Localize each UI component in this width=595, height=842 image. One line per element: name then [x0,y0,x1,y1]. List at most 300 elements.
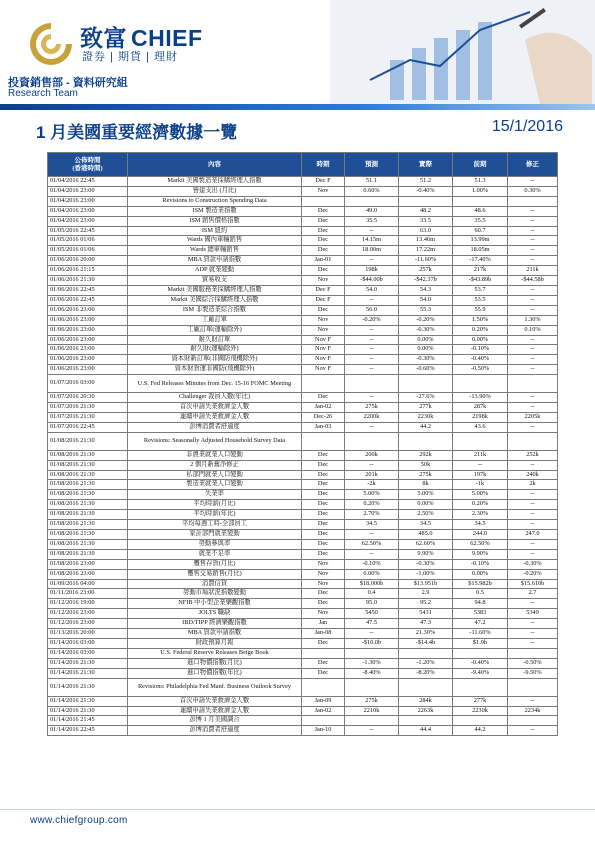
cell-period: Dec F [302,295,345,305]
cell-period: Jan-10 [302,726,345,736]
table-row [48,450,558,460]
cell-revised: -- [508,460,558,470]
cell-previous: 94.8 [453,599,508,609]
cell-content: 貿易收支 [128,276,302,286]
cell-time: 01/12/2016 23:00 [48,609,128,619]
cell-content: 首次申請失業救濟金人數 [128,696,302,706]
footer-url[interactable]: www.chiefgroup.com [30,815,128,826]
table-row [48,365,558,375]
cell-period: Dec [302,530,345,540]
cell-forecast: 2200k [345,412,399,422]
cell-revised: -- [508,305,558,315]
cell-forecast: 198k [345,266,399,276]
cell-actual: 62.60% [399,539,453,549]
cell-revised: -- [508,539,558,549]
table-row [48,403,558,413]
cell-time: 01/05/2016 22:45 [48,226,128,236]
cell-period: Dec [302,236,345,246]
cell-time: 01/12/2016 19:00 [48,599,128,609]
cell-revised: -- [508,619,558,629]
cell-forecast: -$44.00b [345,276,399,286]
cell-time: 01/06/2016 21:30 [48,276,128,286]
cell-time: 01/14/2016 21:30 [48,706,128,716]
cell-content: 工廠訂單(運輸除外) [128,325,302,335]
department-label: 投資銷售部 - 資料研究組 [8,77,128,89]
cell-content: 2 個月新舊淨修正 [128,460,302,470]
cell-previous: 51.3 [453,177,508,187]
cell-forecast: -- [345,355,399,365]
table-row [48,569,558,579]
table-body [48,177,558,736]
cell-actual: 2.50% [399,510,453,520]
cell-actual: -11.60% [399,256,453,266]
cell-period: Dec [302,500,345,510]
cell-time: 01/14/2016 21:30 [48,678,128,696]
cell-previous: 53.7 [453,285,508,295]
cell-forecast [345,716,399,726]
cell-time: 01/14/2016 21:30 [48,668,128,678]
table-row [48,345,558,355]
cell-previous: 60.7 [453,226,508,236]
cell-time: 01/06/2016 22:45 [48,285,128,295]
col-header-previous: 前期 [453,153,508,177]
cell-forecast [345,648,399,658]
cell-revised [508,678,558,696]
cell-previous: 0.00% [453,569,508,579]
cell-period: Nov F [302,345,345,355]
cell-actual: 292k [399,450,453,460]
cell-forecast: 47.5 [345,619,399,629]
cell-forecast: 2.70% [345,510,399,520]
cell-previous: 9.90% [453,549,508,559]
cell-previous: 47.2 [453,619,508,629]
cell-actual [399,678,453,696]
cell-revised [508,432,558,450]
cell-time: 01/07/2016 03:00 [48,375,128,393]
cell-time: 01/08/2016 21:30 [48,520,128,530]
cell-forecast: -- [345,460,399,470]
cell-previous: -17.40% [453,256,508,266]
cell-content: Revisions: Seasonally Adjusted Household Survey Data [128,432,302,450]
cell-time: 01/07/2016 21:30 [48,403,128,413]
cell-revised: -- [508,226,558,236]
cell-previous: 35.5 [453,216,508,226]
report-date: 15/1/2016 [491,118,563,135]
cell-period: Dec [302,480,345,490]
page-title: 1 月美國重要經濟數據一覽 [36,123,238,142]
cell-actual: -0.20% [399,315,453,325]
table-row [48,589,558,599]
cell-actual: 275k [399,470,453,480]
cell-period: Dec [302,539,345,549]
cell-previous [453,678,508,696]
cell-revised: -9.50% [508,668,558,678]
cell-content: 首次申請失業救濟金人數 [128,403,302,413]
cell-previous: $15.982b [453,579,508,589]
cell-period: Jan-09 [302,696,345,706]
cell-revised: -- [508,206,558,216]
cell-time: 01/06/2016 23:00 [48,345,128,355]
cell-time: 01/14/2016 21:30 [48,658,128,668]
cell-time: 01/06/2016 23:00 [48,315,128,325]
table-row [48,285,558,295]
cell-actual: 33.5 [399,216,453,226]
table-row [48,315,558,325]
cell-time: 01/04/2016 23:00 [48,196,128,206]
cell-revised: 2.7 [508,589,558,599]
cell-revised: -- [508,500,558,510]
cell-content: Revisions to Construction Spending Data [128,196,302,206]
table-row [48,668,558,678]
cell-forecast: -- [345,325,399,335]
brand-en: CHIEF [131,25,203,51]
cell-actual: 284k [399,696,453,706]
cell-period: Dec [302,216,345,226]
cell-previous: -0.10% [453,559,508,569]
table-row [48,619,558,629]
cell-previous: 0.20% [453,500,508,510]
cell-previous: -- [453,460,508,470]
table-row [48,726,558,736]
col-header-actual: 實際 [399,153,453,177]
cell-content: 就業不足率 [128,549,302,559]
cell-revised: -- [508,422,558,432]
cell-content: 進口物價指數(月比) [128,658,302,668]
cell-revised [508,716,558,726]
cell-period: Jan-03 [302,422,345,432]
cell-revised: 240k [508,470,558,480]
cell-revised: -$44.58b [508,276,558,286]
cell-previous: 43.6 [453,422,508,432]
cell-period [302,432,345,450]
cell-forecast: -- [345,726,399,736]
cell-time: 01/08/2016 21:30 [48,480,128,490]
cell-content: JOLTS 職缺 [128,609,302,619]
cell-period: Dec F [302,285,345,295]
cell-time: 01/08/2016 21:30 [48,470,128,480]
cell-forecast [345,375,399,393]
cell-actual: 54.0 [399,295,453,305]
table-row [48,325,558,335]
cell-previous [453,196,508,206]
cell-actual [399,648,453,658]
cell-time: 01/07/2016 20:30 [48,393,128,403]
cell-revised: $15.610b [508,579,558,589]
cell-forecast: -- [345,256,399,266]
cell-previous: -0.50% [453,365,508,375]
cell-content: 彭博消費者舒適度 [128,726,302,736]
cell-revised: -- [508,696,558,706]
table-row [48,706,558,716]
cell-revised: -- [508,490,558,500]
table-row [48,266,558,276]
cell-period [302,678,345,696]
cell-revised: 1.30% [508,315,558,325]
cell-content: Markit 美國製造業採購經理人指數 [128,177,302,187]
cell-actual: 47.3 [399,619,453,629]
cell-period: Nov [302,609,345,619]
cell-time: 01/11/2016 23:00 [48,589,128,599]
cell-period: Nov [302,315,345,325]
table-row [48,256,558,266]
cell-previous: 34.5 [453,520,508,530]
cell-forecast: -0.10% [345,559,399,569]
cell-content: U.S. Federal Reserve Releases Beige Book [128,648,302,658]
brand-subtitle: 證券 | 期貨 | 理財 [82,51,178,63]
cell-revised: -- [508,393,558,403]
cell-actual: $13.951b [399,579,453,589]
cell-previous [453,648,508,658]
cell-actual: -$14.4b [399,638,453,648]
cell-revised: -- [508,295,558,305]
cell-period: Dec [302,599,345,609]
cell-previous: 217k [453,266,508,276]
cell-time: 01/06/2016 22:45 [48,295,128,305]
cell-forecast: 54.0 [345,285,399,295]
cell-actual: 21.30% [399,629,453,639]
cell-forecast: 49.0 [345,206,399,216]
col-header-time: 公佈時間 (香港時間) [48,153,128,177]
cell-time: 01/06/2016 23:00 [48,365,128,375]
cell-previous: 48.6 [453,206,508,216]
cell-previous: 1.00% [453,186,508,196]
table-row [48,393,558,403]
cell-revised: -- [508,216,558,226]
table-row [48,500,558,510]
col-header-period: 時期 [302,153,345,177]
cell-content: IBD/TIPP 經濟樂觀指數 [128,619,302,629]
cell-forecast: -- [345,365,399,375]
cell-revised: -- [508,256,558,266]
cell-time: 01/14/2016 21:30 [48,696,128,706]
cell-content: NFIB 中小型企業樂觀指數 [128,599,302,609]
cell-forecast: -- [345,335,399,345]
table-row [48,530,558,540]
cell-content: 財政預算月報 [128,638,302,648]
cell-actual: 5.00% [399,490,453,500]
cell-previous: 0.20% [453,325,508,335]
cell-actual: 257k [399,266,453,276]
cell-actual: 44.2 [399,422,453,432]
cell-time: 01/06/2016 23:00 [48,335,128,345]
cell-content: 連續申請失業救濟金人數 [128,412,302,422]
table-row [48,276,558,286]
cell-forecast: -- [345,530,399,540]
table-row [48,206,558,216]
cell-period: Dec [302,668,345,678]
hero-chart-image [330,0,595,104]
cell-previous: 5383 [453,609,508,619]
cell-revised: 211k [508,266,558,276]
cell-actual: 54.3 [399,285,453,295]
cell-previous: $1.9b [453,638,508,648]
cell-previous: -0.40% [453,658,508,668]
cell-content: 消費信貸 [128,579,302,589]
cell-period: Nov F [302,335,345,345]
cell-time: 01/14/2016 22:45 [48,726,128,736]
footer-divider [0,809,595,810]
cell-actual: -0.30% [399,355,453,365]
cell-forecast: -- [345,345,399,355]
cell-content: 資本財新訂單(非國防飛機除外) [128,355,302,365]
table-row [48,648,558,658]
cell-content: Wards 總車輛銷售 [128,246,302,256]
cell-time: 01/08/2016 23:00 [48,559,128,569]
cell-actual: 5431 [399,609,453,619]
cell-previous: 0.5 [453,589,508,599]
table-row [48,470,558,480]
cell-forecast: 275k [345,403,399,413]
cell-previous: -0.10% [453,345,508,355]
cell-content: ISM 銷售價格指數 [128,216,302,226]
table-row [48,422,558,432]
cell-actual: 8k [399,480,453,490]
cell-forecast: 95.0 [345,599,399,609]
table-row [48,629,558,639]
cell-period: Dec [302,490,345,500]
cell-content: MBA 貸款申請指數 [128,629,302,639]
cell-previous: 197k [453,470,508,480]
cell-revised: -- [508,726,558,736]
table-row [48,355,558,365]
cell-actual: 13.46m [399,236,453,246]
cell-previous [453,375,508,393]
cell-period: Dec [302,638,345,648]
cell-actual: -1.20% [399,658,453,668]
cell-content: Markit 美國綜合採購經理人指數 [128,295,302,305]
cell-revised: -0.30% [508,559,558,569]
cell-actual: 277k [399,403,453,413]
cell-forecast: 201k [345,470,399,480]
table-row [48,609,558,619]
cell-actual: 2263k [399,706,453,716]
cell-content: 進口物價指數(年比) [128,668,302,678]
cell-forecast: -- [345,629,399,639]
cell-content: 非農業就業人口變動 [128,450,302,460]
table-row [48,375,558,393]
cell-actual: 44.4 [399,726,453,736]
cell-content: ISM 紐約 [128,226,302,236]
cell-previous: -13.90% [453,393,508,403]
cell-actual: 95.2 [399,599,453,609]
cell-revised: 5349 [508,609,558,619]
cell-period: Nov [302,559,345,569]
cell-revised: 0.10% [508,325,558,335]
cell-forecast: -- [345,295,399,305]
cell-content: 工廠訂單 [128,315,302,325]
cell-period: Nov [302,186,345,196]
table-header-row [48,153,558,177]
cell-time: 01/08/2016 21:30 [48,500,128,510]
table-row [48,246,558,256]
cell-actual: -0.40% [399,186,453,196]
cell-actual: -27.6% [399,393,453,403]
cell-revised: -- [508,403,558,413]
cell-period: Dec [302,246,345,256]
col-header-revised: 修正 [508,153,558,177]
cell-previous: 13.99m [453,236,508,246]
cell-actual: 2230k [399,412,453,422]
cell-previous: 211k [453,450,508,460]
cell-revised [508,375,558,393]
cell-actual: 0.00% [399,500,453,510]
table-row [48,658,558,668]
cell-previous: 62.50% [453,539,508,549]
cell-time: 01/08/2016 23:00 [48,569,128,579]
cell-period [302,375,345,393]
table-row [48,177,558,187]
cell-period: Dec [302,266,345,276]
cell-period: Jan-02 [302,706,345,716]
cell-content: 連續申請失業救濟金人數 [128,706,302,716]
cell-content: ADP 就業變動 [128,266,302,276]
col-header-forecast: 預測 [345,153,399,177]
cell-forecast: -- [345,549,399,559]
cell-period: Dec [302,305,345,315]
cell-previous: -11.60% [453,629,508,639]
cell-previous: 0.00% [453,335,508,345]
cell-time: 01/05/2016 01/06 [48,246,128,256]
cell-revised: -- [508,629,558,639]
cell-period: Dec [302,226,345,236]
cell-previous: 277k [453,696,508,706]
cell-previous: 53.5 [453,295,508,305]
cell-time: 01/14/2016 03:00 [48,638,128,648]
cell-period: Nov [302,569,345,579]
cell-revised: -- [508,510,558,520]
cell-time: 01/07/2016 21:30 [48,412,128,422]
table-row [48,678,558,696]
cell-forecast: 5450 [345,609,399,619]
table-row [48,460,558,470]
cell-previous: -9.40% [453,668,508,678]
cell-time: 01/04/2016 22:45 [48,177,128,187]
cell-actual: -8.20% [399,668,453,678]
cell-forecast: 34.5 [345,520,399,530]
cell-forecast: $18.000b [345,579,399,589]
cell-time: 01/08/2016 21:30 [48,549,128,559]
cell-content: 營建支出 (月比) [128,186,302,196]
cell-period: Dec [302,206,345,216]
company-logo [28,21,74,67]
cell-previous: 2198k [453,412,508,422]
cell-period [302,196,345,206]
table-row [48,226,558,236]
cell-time: 01/04/2016 23:00 [48,186,128,196]
cell-forecast [345,196,399,206]
table-row [48,696,558,706]
cell-previous: 244.0 [453,530,508,540]
cell-period: Nov [302,276,345,286]
cell-revised: -0.50% [508,658,558,668]
cell-revised: 2205k [508,412,558,422]
cell-forecast: 14.15m [345,236,399,246]
table-row [48,559,558,569]
cell-actual: 50k [399,460,453,470]
cell-period [302,716,345,726]
cell-time: 01/13/2016 20:00 [48,629,128,639]
cell-forecast: 0.00% [345,569,399,579]
cell-time: 01/04/2016 23:00 [48,216,128,226]
cell-actual: 485.0 [399,530,453,540]
cell-forecast [345,678,399,696]
col-header-content: 內容 [128,153,302,177]
cell-content: 勞動市場狀況指數變動 [128,589,302,599]
cell-period: Nov [302,579,345,589]
cell-revised: -- [508,177,558,187]
cell-previous: -1k [453,480,508,490]
cell-forecast: 5.00% [345,490,399,500]
